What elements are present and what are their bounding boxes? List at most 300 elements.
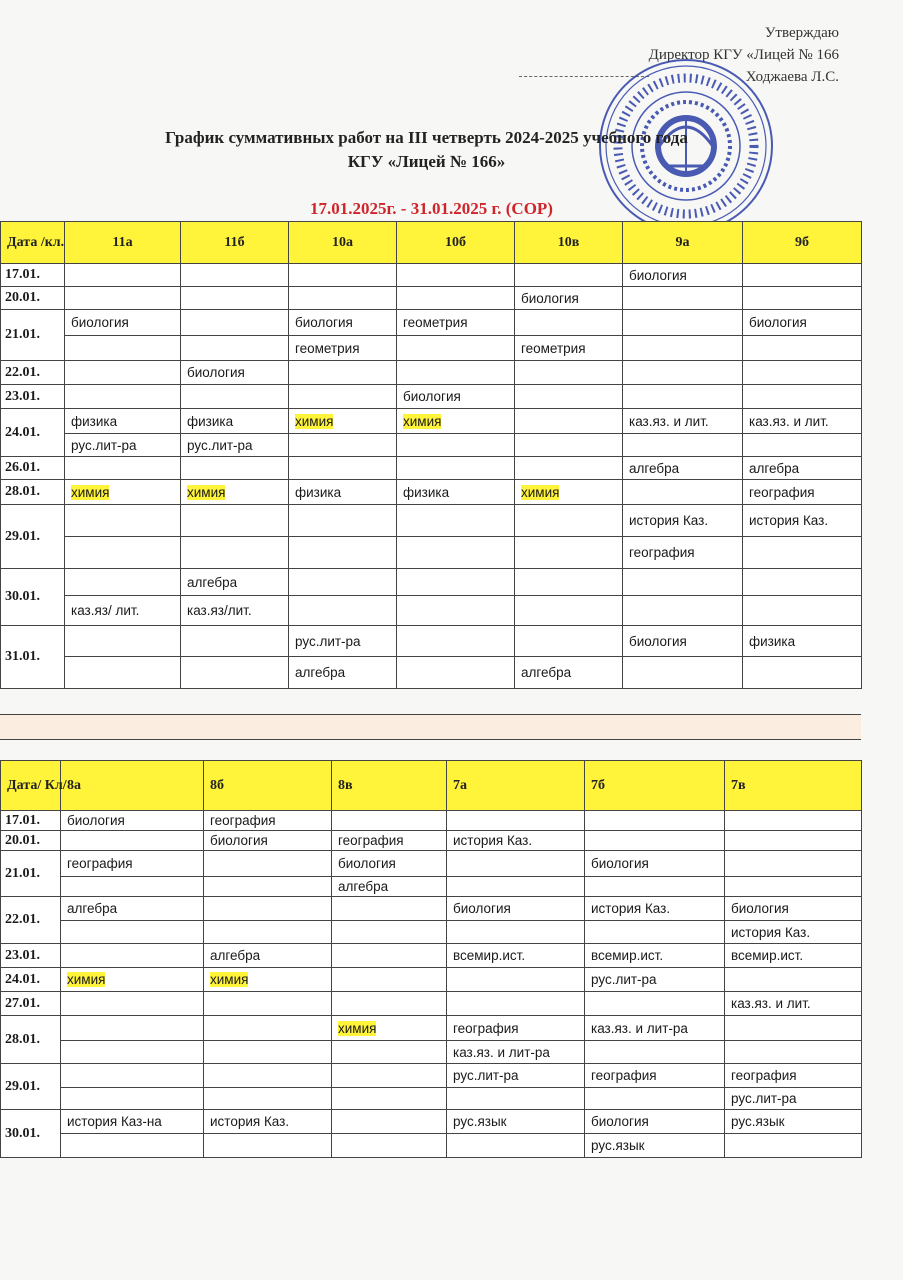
date-cell: 28.01. bbox=[1, 1016, 61, 1064]
schedule-cell bbox=[515, 457, 623, 480]
subject-label: алгебра bbox=[629, 460, 680, 476]
schedule-cell bbox=[61, 944, 204, 968]
schedule-cell bbox=[332, 851, 447, 877]
subject-label: география bbox=[210, 813, 276, 828]
schedule-table-upper bbox=[0, 221, 862, 689]
schedule-cell bbox=[204, 1064, 332, 1088]
schedule-cell bbox=[725, 1110, 862, 1134]
date-cell: 27.01. bbox=[1, 992, 61, 1016]
page-title-line1: График суммативных работ на III четверть 2024-2025 учебного года bbox=[165, 128, 688, 147]
subject-label: химия bbox=[67, 972, 106, 987]
date-cell: 22.01. bbox=[1, 897, 61, 944]
schedule-cell bbox=[332, 1110, 447, 1134]
schedule-cell bbox=[204, 877, 332, 897]
date-cell: 21.01. bbox=[1, 851, 61, 897]
schedule-table-lower bbox=[0, 760, 862, 1158]
date-cell: 29.01. bbox=[1, 1064, 61, 1110]
schedule-cell bbox=[447, 1134, 585, 1158]
schedule-cell bbox=[61, 1088, 204, 1110]
subject-label: география bbox=[731, 1068, 797, 1083]
schedule-cell bbox=[204, 921, 332, 944]
schedule-cell bbox=[397, 505, 515, 537]
schedule-cell bbox=[181, 264, 289, 287]
schedule-cell bbox=[447, 1041, 585, 1064]
schedule-cell bbox=[447, 1064, 585, 1088]
schedule-cell bbox=[289, 434, 397, 457]
schedule-cell bbox=[725, 1041, 862, 1064]
subject-label: алгебра bbox=[338, 879, 389, 894]
date-cell: 23.01. bbox=[1, 944, 61, 968]
subject-label: история Каз. bbox=[749, 513, 829, 528]
schedule-cell bbox=[204, 968, 332, 992]
schedule-cell bbox=[725, 1134, 862, 1158]
schedule-cell bbox=[623, 264, 743, 287]
schedule-cell bbox=[515, 626, 623, 657]
subject-label: биология bbox=[453, 901, 511, 916]
schedule-cell bbox=[743, 457, 862, 480]
schedule-cell bbox=[65, 569, 181, 596]
schedule-cell bbox=[204, 1134, 332, 1158]
subject-label: каз.яз. и лит. bbox=[749, 413, 829, 429]
schedule-cell bbox=[743, 596, 862, 626]
schedule-cell bbox=[289, 264, 397, 287]
subject-label: рус.язык bbox=[453, 1114, 507, 1129]
schedule-cell bbox=[181, 385, 289, 409]
schedule-cell bbox=[181, 310, 289, 336]
subject-label: алгебра bbox=[749, 460, 800, 476]
schedule-cell bbox=[289, 409, 397, 434]
schedule-cell bbox=[397, 626, 515, 657]
schedule-cell bbox=[332, 1064, 447, 1088]
schedule-cell bbox=[397, 657, 515, 689]
subject-label: биология bbox=[521, 290, 579, 306]
table-row bbox=[1, 1041, 862, 1064]
subject-label: всемир.ист. bbox=[731, 948, 804, 963]
schedule-cell bbox=[623, 310, 743, 336]
table-row bbox=[1, 1134, 862, 1158]
subject-label: рус.лит-ра bbox=[71, 437, 137, 453]
approval-line2: Директор КГУ «Лицей № 166 bbox=[648, 47, 839, 63]
schedule-cell bbox=[743, 385, 862, 409]
schedule-cell bbox=[447, 992, 585, 1016]
schedule-cell bbox=[289, 385, 397, 409]
class-column-header: 7б bbox=[585, 761, 725, 811]
schedule-cell bbox=[623, 596, 743, 626]
subject-label: биология bbox=[67, 813, 125, 828]
schedule-cell bbox=[515, 596, 623, 626]
schedule-cell bbox=[585, 1064, 725, 1088]
subject-label: биология bbox=[731, 901, 789, 916]
table-row bbox=[1, 992, 862, 1016]
table-row bbox=[1, 287, 862, 310]
schedule-cell bbox=[61, 1016, 204, 1041]
schedule-cell bbox=[289, 310, 397, 336]
subject-label: биология bbox=[629, 267, 687, 283]
schedule-cell bbox=[65, 361, 181, 385]
table-row bbox=[1, 944, 862, 968]
date-cell: 22.01. bbox=[1, 361, 65, 385]
schedule-cell bbox=[61, 1134, 204, 1158]
date-cell: 29.01. bbox=[1, 505, 65, 569]
date-cell: 20.01. bbox=[1, 287, 65, 310]
schedule-cell bbox=[397, 409, 515, 434]
subject-label: рус.лит-ра bbox=[591, 972, 657, 987]
schedule-cell bbox=[61, 897, 204, 921]
schedule-cell bbox=[397, 434, 515, 457]
schedule-cell bbox=[65, 385, 181, 409]
schedule-cell bbox=[515, 434, 623, 457]
schedule-cell bbox=[725, 944, 862, 968]
schedule-cell bbox=[397, 336, 515, 361]
date-cell: 21.01. bbox=[1, 310, 65, 361]
schedule-cell bbox=[743, 409, 862, 434]
approval-line1: Утверждаю bbox=[764, 25, 839, 41]
subject-label: геометрия bbox=[295, 340, 360, 356]
subject-label: алгебра bbox=[67, 901, 118, 916]
subject-label: география bbox=[749, 484, 815, 500]
schedule-cell bbox=[515, 310, 623, 336]
schedule-cell bbox=[447, 921, 585, 944]
schedule-cell bbox=[181, 287, 289, 310]
subject-label: биология bbox=[338, 856, 396, 871]
subject-label: история Каз. bbox=[453, 833, 533, 848]
schedule-cell bbox=[181, 409, 289, 434]
class-column-header: 8а bbox=[61, 761, 204, 811]
schedule-cell bbox=[61, 831, 204, 851]
schedule-cell bbox=[397, 569, 515, 596]
schedule-cell bbox=[65, 657, 181, 689]
schedule-cell bbox=[181, 505, 289, 537]
subject-label: химия bbox=[403, 413, 442, 429]
schedule-cell bbox=[204, 831, 332, 851]
schedule-cell bbox=[181, 361, 289, 385]
schedule-cell bbox=[743, 626, 862, 657]
subject-label: химия bbox=[71, 484, 110, 500]
subject-label: биология bbox=[629, 633, 687, 649]
schedule-cell bbox=[623, 336, 743, 361]
header-row bbox=[1, 761, 862, 811]
class-column-header: 8в bbox=[332, 761, 447, 811]
schedule-cell bbox=[204, 851, 332, 877]
schedule-cell bbox=[515, 480, 623, 505]
subject-label: каз.яз. и лит. bbox=[629, 413, 709, 429]
schedule-cell bbox=[61, 851, 204, 877]
date-cell: 24.01. bbox=[1, 968, 61, 992]
schedule-cell bbox=[743, 657, 862, 689]
schedule-cell bbox=[332, 1016, 447, 1041]
subject-label: рус.лит-ра bbox=[187, 437, 253, 453]
subject-label: химия bbox=[521, 484, 560, 500]
schedule-cell bbox=[289, 287, 397, 310]
subject-label: география bbox=[453, 1020, 519, 1036]
schedule-cell bbox=[289, 336, 397, 361]
schedule-cell bbox=[61, 1041, 204, 1064]
schedule-cell bbox=[65, 336, 181, 361]
schedule-cell bbox=[332, 877, 447, 897]
schedule-cell bbox=[65, 505, 181, 537]
schedule-cell bbox=[515, 657, 623, 689]
period-label: 17.01.2025г. - 31.01.2025 г. (СОР) bbox=[310, 199, 553, 218]
approval-line3: Ходжаева Л.С. bbox=[745, 69, 839, 85]
schedule-cell bbox=[332, 1088, 447, 1110]
subject-label: биология bbox=[591, 1114, 649, 1129]
schedule-cell bbox=[623, 657, 743, 689]
schedule-cell bbox=[332, 944, 447, 968]
table-row bbox=[1, 877, 862, 897]
table-row bbox=[1, 505, 862, 537]
table-row bbox=[1, 1016, 862, 1041]
date-cell: 31.01. bbox=[1, 626, 65, 689]
schedule-cell bbox=[623, 626, 743, 657]
class-column-header: 9б bbox=[743, 222, 862, 264]
schedule-cell bbox=[585, 811, 725, 831]
schedule-cell bbox=[585, 877, 725, 897]
schedule-cell bbox=[204, 992, 332, 1016]
schedule-cell bbox=[585, 897, 725, 921]
subject-label: география bbox=[338, 833, 404, 848]
schedule-cell bbox=[585, 851, 725, 877]
schedule-cell bbox=[332, 897, 447, 921]
subject-label: каз.яз/лит. bbox=[187, 603, 252, 618]
schedule-cell bbox=[585, 1041, 725, 1064]
schedule-cell bbox=[623, 457, 743, 480]
table-separator bbox=[0, 714, 861, 740]
schedule-cell bbox=[585, 1016, 725, 1041]
schedule-cell bbox=[623, 537, 743, 569]
schedule-cell bbox=[397, 361, 515, 385]
schedule-cell bbox=[397, 310, 515, 336]
schedule-cell bbox=[585, 968, 725, 992]
schedule-cell bbox=[65, 264, 181, 287]
table-row bbox=[1, 457, 862, 480]
schedule-cell bbox=[743, 361, 862, 385]
schedule-cell bbox=[61, 1064, 204, 1088]
schedule-cell bbox=[397, 385, 515, 409]
table-row bbox=[1, 336, 862, 361]
class-column-header: 11а bbox=[65, 222, 181, 264]
schedule-cell bbox=[725, 1016, 862, 1041]
schedule-cell bbox=[181, 537, 289, 569]
date-cell: 17.01. bbox=[1, 264, 65, 287]
subject-label: биология bbox=[71, 315, 129, 330]
schedule-cell bbox=[515, 336, 623, 361]
schedule-cell bbox=[743, 264, 862, 287]
schedule-cell bbox=[623, 409, 743, 434]
schedule-cell bbox=[332, 1041, 447, 1064]
subject-label: химия bbox=[338, 1020, 377, 1036]
schedule-cell bbox=[725, 1064, 862, 1088]
subject-label: алгебра bbox=[521, 665, 572, 680]
table-row bbox=[1, 537, 862, 569]
schedule-cell bbox=[397, 457, 515, 480]
schedule-cell bbox=[725, 921, 862, 944]
schedule-cell bbox=[515, 287, 623, 310]
class-column-header: 10б bbox=[397, 222, 515, 264]
schedule-cell bbox=[61, 877, 204, 897]
schedule-cell bbox=[65, 480, 181, 505]
class-column-header: 7в bbox=[725, 761, 862, 811]
date-cell: 30.01. bbox=[1, 569, 65, 626]
schedule-cell bbox=[447, 1016, 585, 1041]
table-row bbox=[1, 626, 862, 657]
schedule-cell bbox=[204, 1088, 332, 1110]
date-cell: 23.01. bbox=[1, 385, 65, 409]
schedule-cell bbox=[65, 457, 181, 480]
schedule-cell bbox=[289, 505, 397, 537]
table-row bbox=[1, 264, 862, 287]
date-cell: 20.01. bbox=[1, 831, 61, 851]
subject-label: химия bbox=[187, 484, 226, 500]
schedule-cell bbox=[585, 1088, 725, 1110]
subject-label: история Каз. bbox=[629, 513, 709, 528]
subject-label: биология bbox=[187, 365, 245, 380]
subject-label: рус.лит-ра bbox=[295, 633, 361, 649]
subject-label: рус.язык bbox=[591, 1138, 645, 1153]
subject-label: история Каз-на bbox=[67, 1114, 162, 1129]
class-column-header: 10а bbox=[289, 222, 397, 264]
subject-label: рус.лит-ра bbox=[453, 1068, 519, 1083]
table-row bbox=[1, 569, 862, 596]
subject-label: химия bbox=[210, 972, 249, 987]
schedule-cell bbox=[585, 992, 725, 1016]
schedule-cell bbox=[623, 287, 743, 310]
schedule-cell bbox=[181, 457, 289, 480]
schedule-cell bbox=[585, 944, 725, 968]
subject-label: биология bbox=[403, 389, 461, 404]
subject-label: география bbox=[591, 1068, 657, 1083]
schedule-cell bbox=[447, 877, 585, 897]
schedule-cell bbox=[61, 921, 204, 944]
subject-label: рус.лит-ра bbox=[731, 1091, 797, 1106]
subject-label: каз.яз/ лит. bbox=[71, 603, 140, 618]
schedule-cell bbox=[623, 505, 743, 537]
schedule-cell bbox=[447, 897, 585, 921]
schedule-cell bbox=[725, 851, 862, 877]
table-row bbox=[1, 1088, 862, 1110]
subject-label: история Каз. bbox=[591, 901, 671, 916]
schedule-cell bbox=[585, 1134, 725, 1158]
schedule-cell bbox=[725, 992, 862, 1016]
date-cell: 30.01. bbox=[1, 1110, 61, 1158]
class-column-header: 10в bbox=[515, 222, 623, 264]
schedule-cell bbox=[65, 626, 181, 657]
schedule-cell bbox=[447, 944, 585, 968]
schedule-cell bbox=[289, 537, 397, 569]
table-row bbox=[1, 851, 862, 877]
schedule-cell bbox=[743, 569, 862, 596]
schedule-cell bbox=[725, 897, 862, 921]
table-row bbox=[1, 409, 862, 434]
schedule-cell bbox=[61, 968, 204, 992]
subject-label: каз.яз. и лит-ра bbox=[591, 1020, 688, 1036]
subject-label: история Каз. bbox=[731, 924, 811, 940]
schedule-cell bbox=[204, 1016, 332, 1041]
schedule-cell bbox=[447, 1088, 585, 1110]
schedule-cell bbox=[65, 434, 181, 457]
subject-label: история Каз. bbox=[210, 1114, 290, 1129]
schedule-cell bbox=[181, 596, 289, 626]
schedule-cell bbox=[623, 361, 743, 385]
schedule-cell bbox=[332, 831, 447, 851]
subject-label: каз.яз. и лит. bbox=[731, 996, 811, 1011]
schedule-cell bbox=[332, 921, 447, 944]
date-cell: 28.01. bbox=[1, 480, 65, 505]
schedule-cell bbox=[65, 537, 181, 569]
schedule-cell bbox=[585, 831, 725, 851]
schedule-cell bbox=[65, 287, 181, 310]
schedule-cell bbox=[65, 409, 181, 434]
schedule-cell bbox=[743, 434, 862, 457]
schedule-cell bbox=[289, 626, 397, 657]
class-column-header: 11б bbox=[181, 222, 289, 264]
schedule-cell bbox=[397, 264, 515, 287]
subject-label: алгебра bbox=[295, 665, 346, 680]
subject-label: химия bbox=[295, 413, 334, 429]
schedule-cell bbox=[515, 385, 623, 409]
schedule-cell bbox=[289, 480, 397, 505]
schedule-cell bbox=[181, 480, 289, 505]
subject-label: физика bbox=[295, 484, 342, 500]
table-row bbox=[1, 921, 862, 944]
schedule-cell bbox=[332, 992, 447, 1016]
subject-label: всемир.ист. bbox=[591, 948, 664, 963]
schedule-cell bbox=[447, 851, 585, 877]
class-column-header: 9а bbox=[623, 222, 743, 264]
date-column-header: Дата /кл. bbox=[1, 222, 65, 264]
subject-label: физика bbox=[187, 413, 234, 429]
schedule-cell bbox=[447, 968, 585, 992]
schedule-cell bbox=[397, 537, 515, 569]
schedule-cell bbox=[725, 968, 862, 992]
subject-label: геометрия bbox=[521, 340, 586, 356]
schedule-cell bbox=[623, 569, 743, 596]
schedule-cell bbox=[515, 264, 623, 287]
subject-label: география bbox=[629, 545, 695, 560]
schedule-cell bbox=[743, 336, 862, 361]
schedule-cell bbox=[204, 897, 332, 921]
subject-label: рус.язык bbox=[731, 1114, 785, 1129]
subject-label: биология bbox=[591, 856, 649, 871]
schedule-cell bbox=[289, 361, 397, 385]
schedule-cell bbox=[447, 1110, 585, 1134]
date-column-header: Дата/ Кл/ bbox=[1, 761, 61, 811]
schedule-cell bbox=[289, 657, 397, 689]
class-column-header: 8б bbox=[204, 761, 332, 811]
table-row bbox=[1, 596, 862, 626]
schedule-cell bbox=[515, 361, 623, 385]
class-column-header: 7а bbox=[447, 761, 585, 811]
table-row bbox=[1, 310, 862, 336]
schedule-cell bbox=[332, 1134, 447, 1158]
schedule-cell bbox=[743, 505, 862, 537]
schedule-cell bbox=[725, 811, 862, 831]
schedule-cell bbox=[181, 569, 289, 596]
schedule-cell bbox=[725, 1088, 862, 1110]
schedule-cell bbox=[447, 831, 585, 851]
subject-label: геометрия bbox=[403, 315, 468, 330]
table-row bbox=[1, 434, 862, 457]
schedule-cell bbox=[585, 921, 725, 944]
schedule-cell bbox=[181, 626, 289, 657]
schedule-cell bbox=[623, 385, 743, 409]
table-row bbox=[1, 897, 862, 921]
subject-label: всемир.ист. bbox=[453, 948, 526, 963]
schedule-cell bbox=[181, 336, 289, 361]
table-row bbox=[1, 480, 862, 505]
schedule-cell bbox=[743, 537, 862, 569]
subject-label: биология bbox=[210, 833, 268, 848]
schedule-cell bbox=[289, 569, 397, 596]
